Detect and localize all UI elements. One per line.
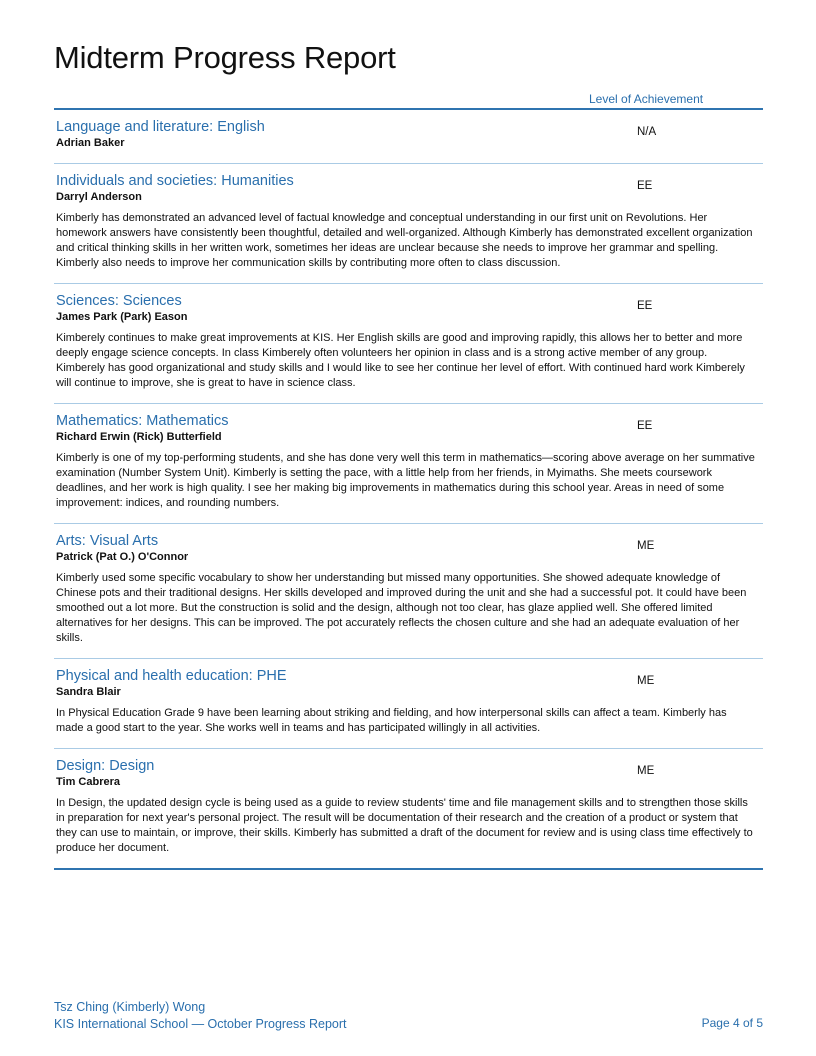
page-title: Midterm Progress Report [54, 40, 396, 75]
column-header-row [54, 90, 763, 110]
footer-student-name: Tsz Ching (Kimberly) Wong [54, 1000, 206, 1014]
subject-english [54, 110, 763, 164]
footer-school-report: KIS International School — October Progress Report [54, 1017, 347, 1031]
teacher-name: Tim Cabrera [56, 776, 120, 788]
teacher-name: Richard Erwin (Rick) Butterfield [56, 431, 222, 443]
achievement-level: EE [637, 420, 653, 432]
level-of-achievement-header: Level of Achievement [589, 92, 704, 106]
teacher-comment: In Physical Education Grade 9 have been learning about striking and fielding, and how interpersonal skills can affect a team. Kimberly has made a good start to the year. She works well in teams and has participated willingly in all activities. [56, 707, 727, 734]
achievement-level: N/A [637, 126, 657, 138]
achievement-table [54, 90, 763, 870]
subject-sciences [54, 284, 763, 404]
achievement-level: EE [637, 300, 653, 312]
subject-design [54, 749, 763, 870]
footer-info [54, 999, 347, 1033]
subject-phe [54, 659, 763, 749]
achievement-level: EE [637, 180, 653, 192]
teacher-name: Sandra Blair [56, 686, 121, 698]
achievement-level: ME [637, 765, 655, 777]
page-number: Page 4 of 5 [701, 1016, 763, 1030]
subject-humanities [54, 164, 763, 284]
teacher-comment: In Design, the updated design cycle is being used as a guide to review students' time and file management skills and to strengthen those skills in preparation for next year's personal project. The result will be documentation of their research and the creation of a product or system that they can use to maintain, or improve, their skills. Kimberly has submitted a draft of the document for review and is using class time effectively to produce her document. [56, 797, 753, 854]
subject-title: Design: Design [56, 758, 155, 774]
achievement-level: ME [637, 675, 655, 687]
subject-title: Physical and health education: PHE [56, 668, 287, 684]
teacher-comment: Kimberely continues to make great improvements at KIS. Her English skills are good and improving rapidly, this allows her to better and more deeply engage science concepts. In class Kimberely often volunteers her opinion in class and is a strong active member of any group. Kimberely has good organizational and study skills and I would like to see her continue her level of effort. With continued hard work Kimberely will continue to improve, she is great to have in science class. [56, 332, 745, 389]
teacher-name: Darryl Anderson [56, 191, 142, 203]
subject-title: Mathematics: Mathematics [56, 413, 229, 429]
teacher-comment: Kimberly is one of my top-performing students, and she has done very well this term in mathematics—scoring above average on her summative examination (Number System Unit). Kimberly is setting the pace, with a little help from her friends, in Myimaths. She meets coursework deadlines, and her work is high quality. I see her making big improvements in mathematics during this school year. Areas in need of some improvement: indices, and rounding numbers. [56, 452, 755, 509]
teacher-name: Patrick (Pat O.) O'Connor [56, 551, 189, 563]
subject-title: Sciences: Sciences [56, 293, 182, 309]
subject-title: Language and literature: English [56, 119, 265, 135]
subject-mathematics [54, 404, 763, 524]
teacher-comment: Kimberly has demonstrated an advanced level of factual knowledge and conceptual understanding in our first unit on Revolutions. Her homework answers have consistently been thoughtful, detailed and well-organized. Although Kimberly has demonstrated excellent organization and critical thinking skills in her written work, sometimes her ideas are unclear because she needs to improve her grammar and spelling. Kimberly also needs to improve her communication skills by contributing more often to class discussion. [56, 212, 753, 269]
teacher-name: Adrian Baker [56, 137, 125, 149]
subject-title: Arts: Visual Arts [56, 533, 159, 549]
subject-visual-arts [54, 524, 763, 659]
teacher-comment: Kimberly used some specific vocabulary to show her understanding but missed many opportunities. She showed adequate knowledge of Chinese pots and their traditional designs. Her skills developed and improved during the unit and she had a successful pot. It could have been smoothed out a lot more. But the construction is solid and the design, although not too clear, has glaze applied well. She offered limited alternatives for her designs. This can be improved. The pot accurately reflects the chosen culture and she had an adequate evaluation of her skills. [56, 572, 747, 644]
teacher-name: James Park (Park) Eason [56, 311, 188, 323]
achievement-level: ME [637, 540, 655, 552]
subject-title: Individuals and societies: Humanities [56, 173, 294, 189]
